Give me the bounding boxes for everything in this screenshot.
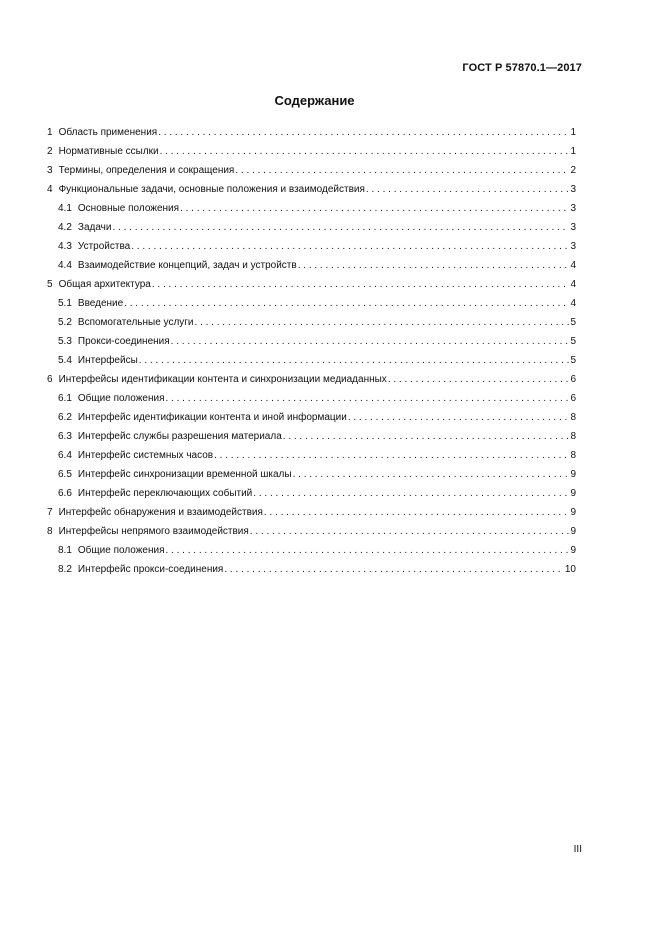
toc-leader-dots (224, 560, 564, 579)
toc-entry-title: Основные положения (77, 203, 180, 214)
toc-entry-page: 9 (570, 526, 576, 537)
toc-entry-number: 8 (47, 526, 53, 537)
toc-entry[interactable] (47, 218, 576, 237)
toc-entry-title: Вспомогательные услуги (77, 317, 194, 328)
toc-entry-title: Взаимодействие концепций, задач и устройств (77, 260, 297, 271)
toc-entry[interactable] (47, 465, 576, 484)
document-code: ГОСТ Р 57870.1—2017 (462, 62, 582, 74)
toc-leader-dots (166, 389, 570, 408)
toc-entry[interactable] (47, 180, 576, 199)
toc-entry[interactable] (47, 541, 576, 560)
toc-leader-dots (158, 123, 569, 142)
toc-entry-title: Введение (77, 298, 124, 309)
toc-entry-number: 4.2 (58, 222, 72, 233)
toc-leader-dots (250, 522, 570, 541)
toc-entry-title: Общие положения (77, 393, 165, 404)
toc-entry-number: 4.1 (58, 203, 72, 214)
toc-entry-page: 6 (570, 393, 576, 404)
toc-entry-number: 4.3 (58, 241, 72, 252)
toc-entry-page: 3 (570, 241, 576, 252)
toc-entry-page: 3 (570, 203, 576, 214)
toc-entry-number: 4.4 (58, 260, 72, 271)
toc-leader-dots (166, 541, 570, 560)
toc-entry-title: Прокси-соединения (77, 336, 170, 347)
toc-leader-dots (388, 370, 570, 389)
toc-entry-page: 4 (570, 298, 576, 309)
toc-entry[interactable] (47, 294, 576, 313)
toc-entry[interactable] (47, 408, 576, 427)
toc-entry-title: Интерфейсы (77, 355, 138, 366)
toc-title: Содержание (274, 93, 355, 108)
toc-entry-number: 2 (47, 146, 53, 157)
toc-entry-page: 8 (570, 412, 576, 423)
toc-entry-number: 8.1 (58, 545, 72, 556)
toc-entry[interactable] (47, 123, 576, 142)
toc-entry-title: Интерфейс идентификации контента и иной информации (77, 412, 347, 423)
toc-entry-title: Общие положения (77, 545, 165, 556)
toc-entry-title: Область применения (58, 127, 158, 138)
toc-entry-number: 6.6 (58, 488, 72, 499)
toc-entry-page: 3 (570, 222, 576, 233)
toc-entry-number: 3 (47, 165, 53, 176)
toc-entry-page: 4 (570, 260, 576, 271)
toc-entry-number: 7 (47, 507, 53, 518)
toc-entry-number: 6.5 (58, 469, 72, 480)
toc-entry[interactable] (47, 560, 576, 579)
page-number: III (573, 844, 582, 855)
toc-entry-number: 1 (47, 127, 53, 138)
toc-entry-page: 5 (570, 336, 576, 347)
toc-entry[interactable] (47, 237, 576, 256)
toc-entry-title: Интерфейсы идентификации контента и синхронизации медиаданных (58, 374, 387, 385)
toc-entry-number: 6.4 (58, 450, 72, 461)
toc-entry[interactable] (47, 351, 576, 370)
toc-leader-dots (124, 294, 569, 313)
toc-entry-title: Интерфейс переключающих событий (77, 488, 253, 499)
toc-entry-number: 5.2 (58, 317, 72, 328)
toc-leader-dots (298, 256, 570, 275)
toc-entry-title: Интерфейс обнаружения и взаимодействия (58, 507, 263, 518)
toc-entry-title: Интерфейс прокси-соединения (77, 564, 224, 575)
toc-entry-page: 10 (564, 564, 576, 575)
toc-leader-dots (264, 503, 570, 522)
toc-leader-dots (112, 218, 569, 237)
toc-leader-dots (131, 237, 569, 256)
toc-entry-page: 9 (570, 469, 576, 480)
toc-leader-dots (348, 408, 570, 427)
toc-leader-dots (293, 465, 570, 484)
toc-leader-dots (139, 351, 570, 370)
toc-entry-page: 4 (570, 279, 576, 290)
toc-leader-dots (171, 332, 570, 351)
toc-entry[interactable] (47, 256, 576, 275)
toc-entry[interactable] (47, 332, 576, 351)
toc-entry-number: 5.4 (58, 355, 72, 366)
toc-entry-page: 5 (570, 317, 576, 328)
toc-entry[interactable] (47, 275, 576, 294)
toc-entry-title: Функциональные задачи, основные положения и взаимодействия (58, 184, 365, 195)
toc-entry[interactable] (47, 503, 576, 522)
toc-entry[interactable] (47, 446, 576, 465)
toc-entry-title: Термины, определения и сокращения (58, 165, 235, 176)
toc-entry-number: 8.2 (58, 564, 72, 575)
toc-leader-dots (214, 446, 569, 465)
toc-entry[interactable] (47, 427, 576, 446)
toc-entry-number: 6.3 (58, 431, 72, 442)
toc-entry[interactable] (47, 161, 576, 180)
toc-entry-number: 6 (47, 374, 53, 385)
toc-entry-page: 5 (570, 355, 576, 366)
toc-entry-title: Интерфейсы непрямого взаимодействия (58, 526, 249, 537)
toc-leader-dots (253, 484, 569, 503)
toc-entry[interactable] (47, 199, 576, 218)
toc-entry-page: 8 (570, 450, 576, 461)
toc-entry-page: 3 (570, 184, 576, 195)
toc-entry-page: 1 (570, 146, 576, 157)
toc-leader-dots (195, 313, 570, 332)
toc-entry-title: Интерфейс синхронизации временной шкалы (77, 469, 292, 480)
toc-entry-title: Устройства (77, 241, 131, 252)
toc-entry-page: 1 (570, 127, 576, 138)
toc-entry-title: Задачи (77, 222, 112, 233)
toc-leader-dots (235, 161, 569, 180)
toc-entry-page: 9 (570, 507, 576, 518)
toc-entry[interactable] (47, 522, 576, 541)
toc-leader-dots (283, 427, 570, 446)
toc-entry[interactable] (47, 142, 576, 161)
table-of-contents (47, 123, 576, 579)
toc-entry-number: 5.3 (58, 336, 72, 347)
toc-entry[interactable] (47, 389, 576, 408)
toc-entry[interactable] (47, 484, 576, 503)
toc-entry-number: 5.1 (58, 298, 72, 309)
toc-entry-page: 2 (570, 165, 576, 176)
toc-entry-title: Интерфейс системных часов (77, 450, 214, 461)
toc-entry-title: Интерфейс службы разрешения материала (77, 431, 282, 442)
toc-entry-title: Общая архитектура (58, 279, 151, 290)
toc-entry-page: 6 (570, 374, 576, 385)
toc-entry-number: 6.1 (58, 393, 72, 404)
toc-leader-dots (180, 199, 569, 218)
toc-entry-number: 6.2 (58, 412, 72, 423)
toc-leader-dots (366, 180, 570, 199)
toc-entry-number: 5 (47, 279, 53, 290)
toc-entry-page: 9 (570, 488, 576, 499)
toc-entry[interactable] (47, 370, 576, 389)
toc-entry[interactable] (47, 313, 576, 332)
toc-entry-page: 9 (570, 545, 576, 556)
toc-leader-dots (152, 275, 570, 294)
toc-entry-number: 4 (47, 184, 53, 195)
toc-entry-page: 8 (570, 431, 576, 442)
toc-entry-title: Нормативные ссылки (58, 146, 159, 157)
toc-leader-dots (160, 142, 570, 161)
